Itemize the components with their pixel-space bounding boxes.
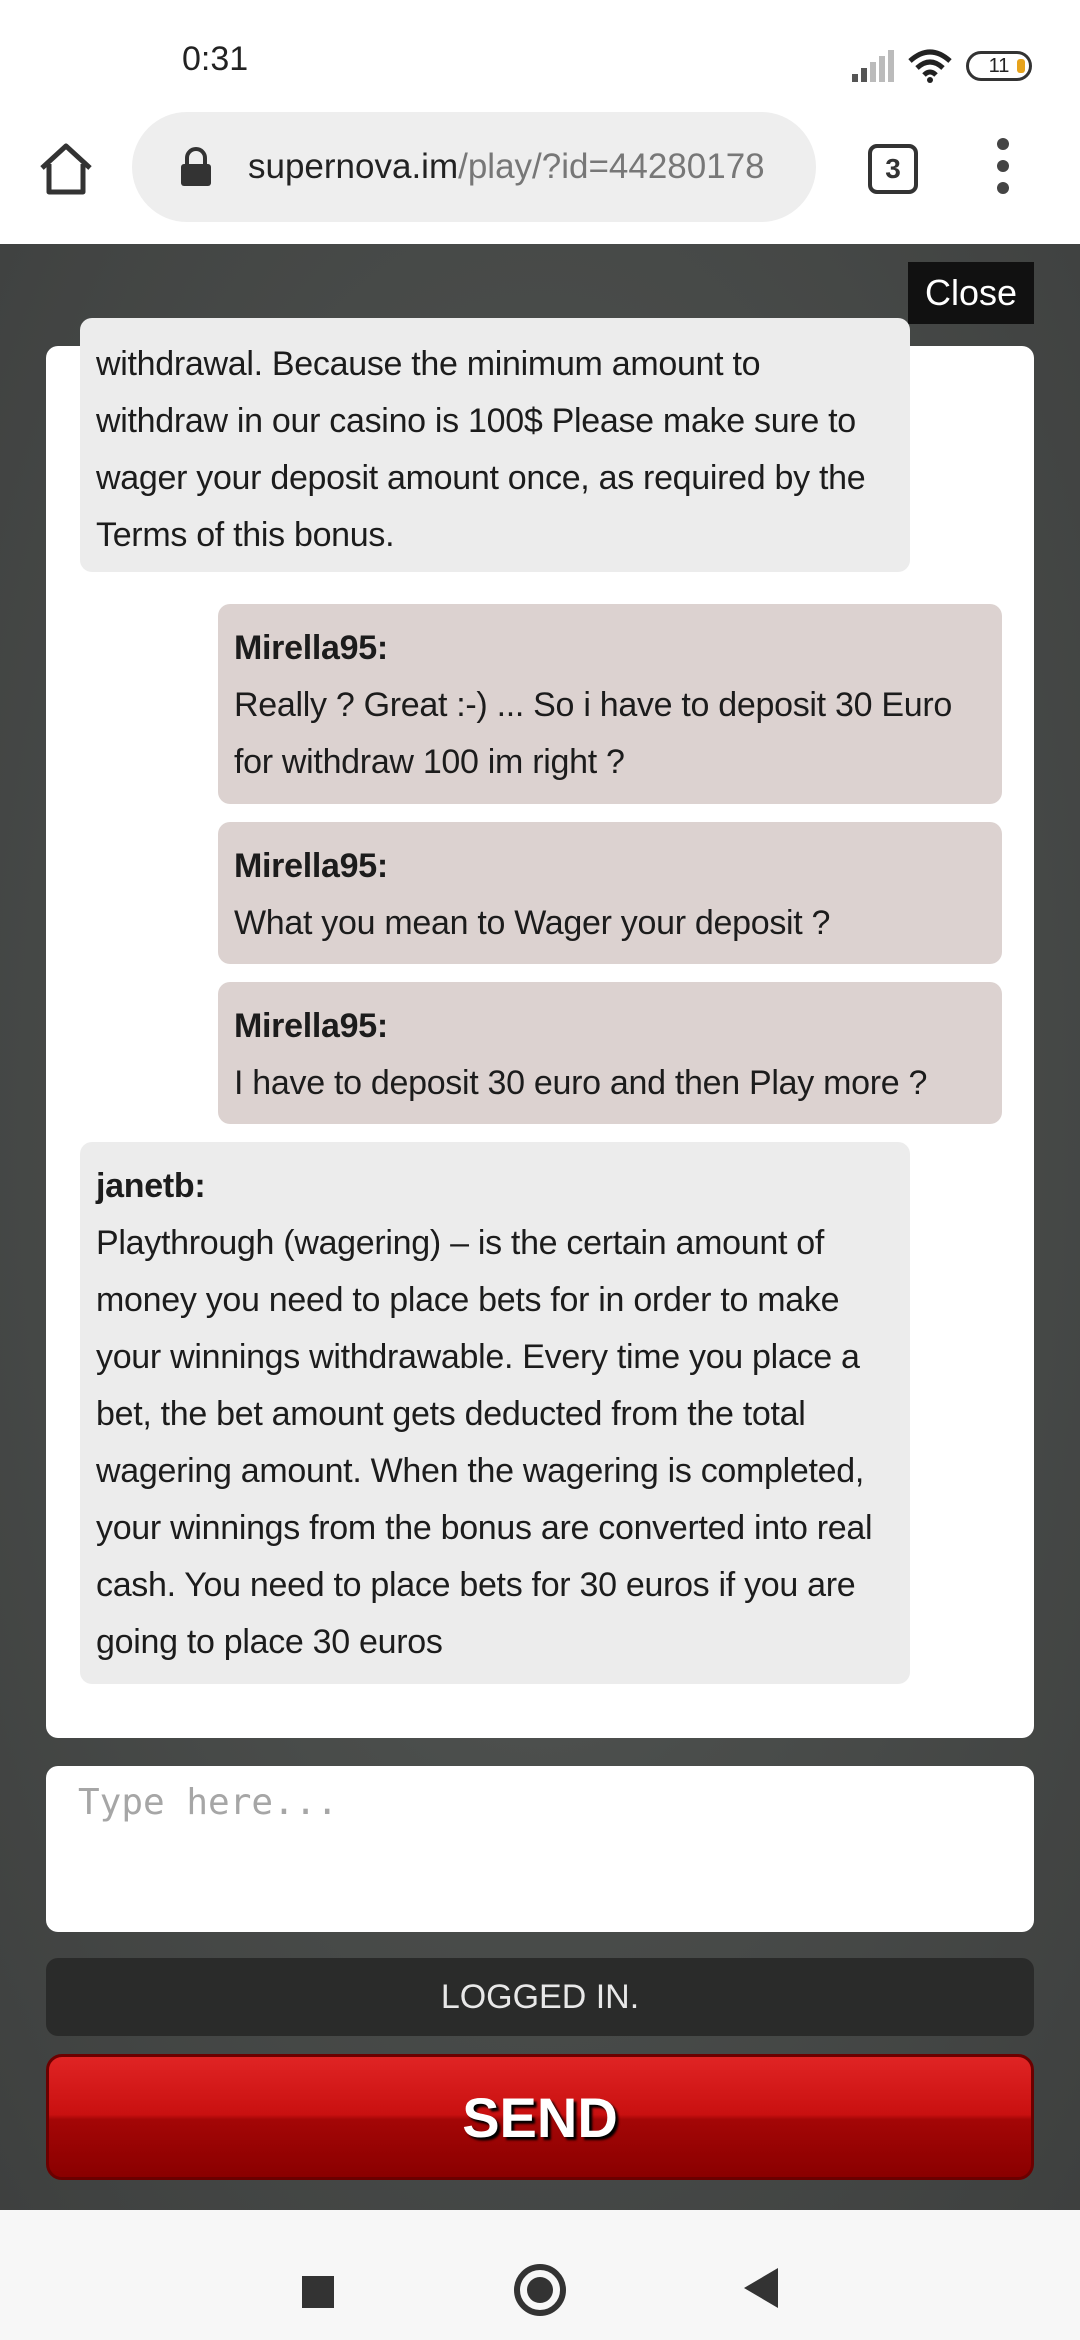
login-status-text: LOGGED IN. [440, 1977, 640, 2016]
chat-messages-panel[interactable] [46, 346, 1034, 1738]
message-input-container [46, 1766, 1034, 1932]
signal-icon [852, 50, 894, 82]
url-path: /play/?id=44280178 [458, 147, 765, 186]
message-user [218, 604, 1002, 804]
status-bar [0, 0, 1080, 110]
chat-window-backdrop [0, 244, 1080, 2210]
login-status-bar [46, 1958, 1034, 2036]
overflow-menu-icon[interactable] [986, 138, 1020, 198]
home-nav-icon[interactable] [514, 2264, 566, 2316]
url-text [248, 147, 765, 187]
message-user [218, 822, 1002, 964]
home-icon[interactable] [36, 138, 96, 198]
battery-icon [966, 51, 1032, 81]
message-input[interactable] [78, 1782, 1002, 1916]
recents-icon[interactable] [302, 2276, 334, 2308]
browser-toolbar [0, 110, 1080, 244]
url-domain: supernova.im [248, 147, 459, 186]
send-button[interactable] [46, 2054, 1034, 2180]
status-icons [852, 44, 1032, 88]
tab-switcher-button[interactable] [868, 144, 918, 194]
message-text: Playthrough (wagering) – is the certain amount of money you need to place bets for in order to make your winnings withdrawable. Every time you place a bet, the bet amount gets deducted from the total wagering amount. When the wagering is completed, your winnings from the bonus are converted into real cash. You need to place bets for 30 euros if you are going to place 30 euros [96, 1224, 873, 1661]
message-user [218, 982, 1002, 1124]
message-text: I have to deposit 30 euro and then Play more ? [234, 1064, 928, 1102]
message-text: withdrawal. Because the minimum amount to withdraw in our casino is 100$ Please make sure to wager your deposit amount once, as required by the Terms of this bonus. [96, 345, 866, 554]
send-label: SEND [462, 2085, 618, 2149]
battery-level: 11 [988, 54, 1010, 77]
message-sender: Mirella95: [234, 847, 388, 885]
message-agent [80, 1142, 910, 1684]
message-sender: Mirella95: [234, 629, 388, 667]
message-sender: Mirella95: [234, 1007, 388, 1045]
back-icon[interactable] [744, 2268, 778, 2308]
message-text: What you mean to Wager your deposit ? [234, 904, 831, 942]
chat-scroll-area[interactable] [46, 345, 1034, 1726]
status-time: 0:31 [182, 40, 249, 78]
address-bar[interactable] [132, 112, 816, 222]
message-agent [80, 318, 910, 572]
system-nav-bar [0, 2210, 1080, 2340]
close-button[interactable]: Close [908, 262, 1034, 324]
tab-count: 3 [885, 153, 901, 184]
lock-icon [178, 147, 214, 187]
wifi-icon [908, 49, 952, 83]
message-sender: janetb: [96, 1167, 206, 1205]
message-text: Really ? Great :-) ... So i have to deposit 30 Euro for withdraw 100 im right ? [234, 686, 952, 781]
